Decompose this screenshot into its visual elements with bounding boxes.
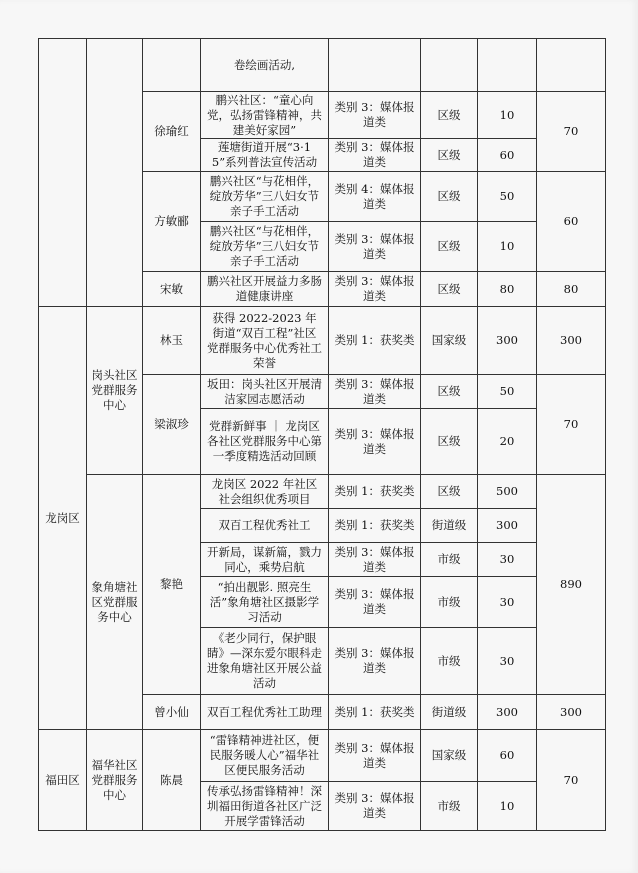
total-cell: 70	[537, 375, 606, 475]
level-cell: 国家级	[421, 730, 478, 782]
category-cell: 类别 3：媒体报道类	[329, 272, 421, 307]
category-cell: 类别 3：媒体报道类	[329, 543, 421, 577]
project-cell: “拍出靓影. 照亮生活”象角塘社区摄影学习活动	[201, 577, 329, 628]
district-cell: 龙岗区	[39, 307, 87, 730]
score-cell: 10	[478, 782, 537, 831]
district-cell: 福田区	[39, 730, 87, 831]
total-cell: 80	[537, 272, 606, 307]
person-cell: 陈晨	[143, 730, 201, 831]
level-cell: 区级	[421, 222, 478, 272]
project-cell: 鹏兴社区开展益力多肠道健康讲座	[201, 272, 329, 307]
category-cell: 类别 4：媒体报道类	[329, 172, 421, 222]
district-cell-top	[39, 39, 87, 307]
person-cell: 徐瑜红	[143, 92, 201, 172]
person-cell-blank	[143, 39, 201, 92]
score-cell: 60	[478, 730, 537, 782]
category-cell: 类别 3：媒体报道类	[329, 409, 421, 475]
project-cell: 鹏兴社区“与花相伴，绽放芳华”三八妇女节亲子手工活动	[201, 172, 329, 222]
category-cell: 类别 1：获奖类	[329, 509, 421, 543]
score-cell: 30	[478, 543, 537, 577]
project-cell: 卷绘画活动,	[201, 39, 329, 92]
category-cell: 类别 3：媒体报道类	[329, 92, 421, 139]
project-cell: 党群新鲜事 ｜ 龙岗区各社区党群服务中心第一季度精选活动回顾	[201, 409, 329, 475]
score-table	[38, 38, 606, 831]
category-cell: 类别 3：媒体报道类	[329, 375, 421, 409]
project-cell: 莲塘街道开展“3·15”系列普法宣传活动	[201, 139, 329, 172]
level-cell: 区级	[421, 475, 478, 509]
person-cell: 宋敏	[143, 272, 201, 307]
category-cell: 类别 3：媒体报道类	[329, 139, 421, 172]
score-cell: 50	[478, 375, 537, 409]
level-cell: 市级	[421, 782, 478, 831]
center-cell-top	[87, 39, 143, 307]
center-cell: 象角塘社区党群服务中心	[87, 475, 143, 730]
level-cell: 国家级	[421, 307, 478, 375]
score-cell: 60	[478, 139, 537, 172]
score-cell: 500	[478, 475, 537, 509]
level-cell: 市级	[421, 577, 478, 628]
category-cell: 类别 3：媒体报道类	[329, 628, 421, 695]
category-cell	[329, 39, 421, 92]
project-cell: 双百工程优秀社工	[201, 509, 329, 543]
person-cell: 方敏郦	[143, 172, 201, 272]
category-cell: 类别 1：获奖类	[329, 695, 421, 730]
table-row	[39, 307, 606, 375]
level-cell: 区级	[421, 375, 478, 409]
score-cell: 30	[478, 628, 537, 695]
level-cell: 市级	[421, 543, 478, 577]
total-cell-blank	[537, 39, 606, 92]
total-cell: 890	[537, 475, 606, 695]
total-cell: 70	[537, 730, 606, 831]
total-cell: 300	[537, 307, 606, 375]
score-cell: 20	[478, 409, 537, 475]
table-row	[39, 475, 606, 509]
level-cell: 街道级	[421, 509, 478, 543]
table-row	[39, 39, 606, 92]
total-cell: 300	[537, 695, 606, 730]
person-cell: 曾小仙	[143, 695, 201, 730]
score-cell: 300	[478, 509, 537, 543]
project-cell: 双百工程优秀社工助理	[201, 695, 329, 730]
score-cell	[478, 39, 537, 92]
score-cell: 300	[478, 695, 537, 730]
score-cell: 300	[478, 307, 537, 375]
project-cell: 龙岗区 2022 年社区社会组织优秀项目	[201, 475, 329, 509]
score-cell: 30	[478, 577, 537, 628]
table-row	[39, 730, 606, 782]
category-cell: 类别 3：媒体报道类	[329, 577, 421, 628]
project-cell: “雷锋精神进社区，便民服务暖人心”福华社区便民服务活动	[201, 730, 329, 782]
category-cell: 类别 1：获奖类	[329, 307, 421, 375]
category-cell: 类别 3：媒体报道类	[329, 222, 421, 272]
project-cell: 坂田：岗头社区开展清洁家园志愿活动	[201, 375, 329, 409]
project-cell: 传承弘扬雷锋精神！深圳福田街道各社区广泛开展学雷锋活动	[201, 782, 329, 831]
level-cell: 区级	[421, 172, 478, 222]
level-cell	[421, 39, 478, 92]
project-cell: 鹏兴社区：“童心向党，弘扬雷锋精神，共建美好家园”	[201, 92, 329, 139]
total-cell: 60	[537, 172, 606, 272]
person-cell: 梁淑珍	[143, 375, 201, 475]
level-cell: 区级	[421, 272, 478, 307]
category-cell: 类别 3：媒体报道类	[329, 730, 421, 782]
score-cell: 50	[478, 172, 537, 222]
person-cell: 黎艳	[143, 475, 201, 695]
level-cell: 区级	[421, 139, 478, 172]
category-cell: 类别 3：媒体报道类	[329, 782, 421, 831]
score-cell: 10	[478, 92, 537, 139]
project-cell: 开新局，谋新篇，戮力同心，乘势启航	[201, 543, 329, 577]
level-cell: 市级	[421, 628, 478, 695]
center-cell: 福华社区党群服务中心	[87, 730, 143, 831]
category-cell: 类别 1：获奖类	[329, 475, 421, 509]
level-cell: 区级	[421, 409, 478, 475]
center-cell: 岗头社区党群服务中心	[87, 307, 143, 475]
score-cell: 10	[478, 222, 537, 272]
level-cell: 区级	[421, 92, 478, 139]
score-cell: 80	[478, 272, 537, 307]
total-cell: 70	[537, 92, 606, 172]
project-cell: 获得 2022-2023 年街道“双百工程”社区党群服务中心优秀社工荣誉	[201, 307, 329, 375]
level-cell: 街道级	[421, 695, 478, 730]
project-cell: 鹏兴社区“与花相伴，绽放芳华”三八妇女节亲子手工活动	[201, 222, 329, 272]
project-cell: 《老少同行，保护眼睛》—深东爱尔眼科走进象角塘社区开展公益活动	[201, 628, 329, 695]
person-cell: 林玉	[143, 307, 201, 375]
